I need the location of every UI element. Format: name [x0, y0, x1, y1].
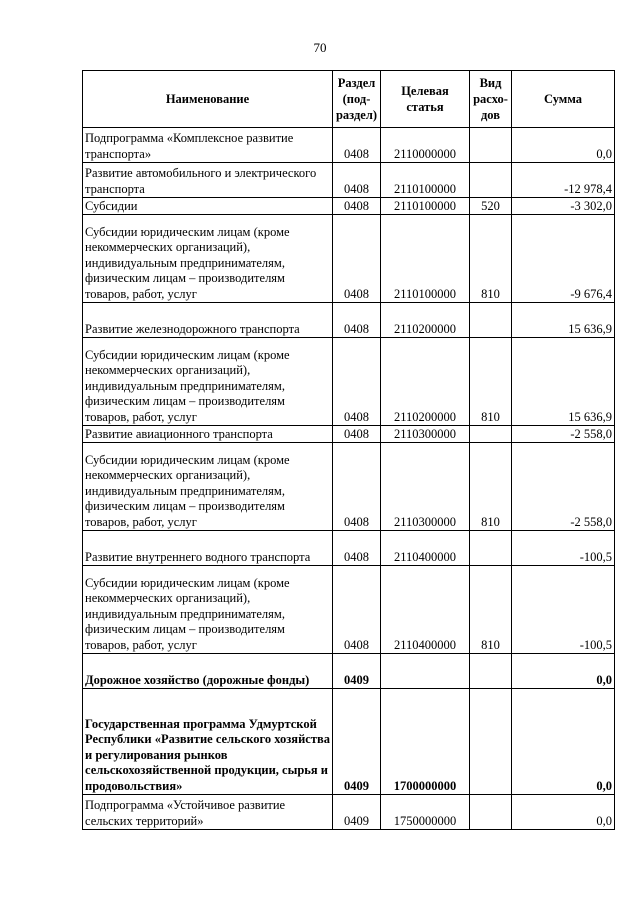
row-target-cell: 2110300000 — [381, 443, 470, 531]
table-row — [83, 443, 615, 531]
table-row — [83, 198, 615, 215]
row-section-cell: 0408 — [333, 338, 381, 426]
row-expense-type-cell — [470, 689, 512, 795]
row-section-cell: 0408 — [333, 531, 381, 566]
table-row — [83, 795, 615, 830]
row-section-cell: 0408 — [333, 163, 381, 198]
row-amount-cell: 15 636,9 — [512, 338, 615, 426]
row-amount-cell: -9 676,4 — [512, 215, 615, 303]
row-name-cell: Дорожное хозяйство (дорожные фонды) — [83, 654, 333, 689]
row-expense-type-cell — [470, 303, 512, 338]
row-section-cell: 0409 — [333, 654, 381, 689]
row-expense-type-cell — [470, 426, 512, 443]
table-row — [83, 426, 615, 443]
row-target-cell: 2110400000 — [381, 566, 470, 654]
row-name-cell: Субсидии юридическим лицам (кроме некоммерческих организаций), индивидуальным предпринимателям, физическим лицам – производителям товаров, работ, услуг — [83, 338, 333, 426]
header-target: Целевая статья — [381, 71, 470, 128]
row-name-cell: Субсидии юридическим лицам (кроме некоммерческих организаций), индивидуальным предпринимателям, физическим лицам – производителям товаров, работ, услуг — [83, 215, 333, 303]
row-amount-cell: -100,5 — [512, 566, 615, 654]
row-expense-type-cell: 520 — [470, 198, 512, 215]
row-expense-type-cell: 810 — [470, 443, 512, 531]
row-target-cell: 2110300000 — [381, 426, 470, 443]
table-row — [83, 689, 615, 795]
row-target-cell: 2110200000 — [381, 338, 470, 426]
row-section-cell: 0408 — [333, 215, 381, 303]
header-section: Раздел (под-раздел) — [333, 71, 381, 128]
row-expense-type-cell — [470, 128, 512, 163]
row-section-cell: 0408 — [333, 566, 381, 654]
row-amount-cell: -3 302,0 — [512, 198, 615, 215]
row-section-cell: 0408 — [333, 303, 381, 338]
row-target-cell: 2110200000 — [381, 303, 470, 338]
row-section-cell: 0408 — [333, 443, 381, 531]
row-name-cell: Субсидии — [83, 198, 333, 215]
row-section-cell: 0409 — [333, 795, 381, 830]
row-name-cell: Государственная программа Удмуртской Республики «Развитие сельского хозяйства и регулирования рынков сельскохозяйственной продукции, сырья и продовольствия» — [83, 689, 333, 795]
row-expense-type-cell — [470, 531, 512, 566]
row-amount-cell: -100,5 — [512, 531, 615, 566]
row-name-cell: Развитие внутреннего водного транспорта — [83, 531, 333, 566]
row-target-cell: 1700000000 — [381, 689, 470, 795]
row-name-cell: Субсидии юридическим лицам (кроме некоммерческих организаций), индивидуальным предпринимателям, физическим лицам – производителям товаров, работ, услуг — [83, 566, 333, 654]
header-expense-type: Вид расхо-дов — [470, 71, 512, 128]
row-amount-cell: 0,0 — [512, 689, 615, 795]
row-target-cell: 2110400000 — [381, 531, 470, 566]
row-name-cell: Подпрограмма «Комплексное развитие транспорта» — [83, 128, 333, 163]
row-name-cell: Развитие автомобильного и электрического транспорта — [83, 163, 333, 198]
row-name-cell: Развитие авиационного транспорта — [83, 426, 333, 443]
row-section-cell: 0408 — [333, 128, 381, 163]
header-amount: Сумма — [512, 71, 615, 128]
table-row — [83, 303, 615, 338]
row-expense-type-cell: 810 — [470, 215, 512, 303]
row-target-cell: 2110000000 — [381, 128, 470, 163]
row-amount-cell: -2 558,0 — [512, 443, 615, 531]
table-row — [83, 128, 615, 163]
row-amount-cell: -2 558,0 — [512, 426, 615, 443]
row-expense-type-cell: 810 — [470, 338, 512, 426]
table-body — [83, 128, 615, 830]
row-target-cell: 1750000000 — [381, 795, 470, 830]
row-name-cell: Развитие железнодорожного транспорта — [83, 303, 333, 338]
row-expense-type-cell — [470, 654, 512, 689]
row-section-cell: 0409 — [333, 689, 381, 795]
table-row — [83, 566, 615, 654]
row-expense-type-cell — [470, 163, 512, 198]
page-number: 70 — [313, 40, 327, 55]
row-amount-cell: 0,0 — [512, 654, 615, 689]
row-amount-cell: 0,0 — [512, 795, 615, 830]
row-target-cell: 2110100000 — [381, 215, 470, 303]
table-row — [83, 531, 615, 566]
row-name-cell: Подпрограмма «Устойчивое развитие сельских территорий» — [83, 795, 333, 830]
row-name-cell: Субсидии юридическим лицам (кроме некоммерческих организаций), индивидуальным предпринимателям, физическим лицам – производителям товаров, работ, услуг — [83, 443, 333, 531]
row-target-cell: 2110100000 — [381, 163, 470, 198]
row-amount-cell: 15 636,9 — [512, 303, 615, 338]
row-section-cell: 0408 — [333, 426, 381, 443]
table-header-row — [83, 71, 615, 128]
header-name: Наименование — [83, 71, 333, 128]
row-expense-type-cell: 810 — [470, 566, 512, 654]
table-row — [83, 338, 615, 426]
row-section-cell: 0408 — [333, 198, 381, 215]
row-amount-cell: -12 978,4 — [512, 163, 615, 198]
budget-table — [82, 70, 615, 830]
row-amount-cell: 0,0 — [512, 128, 615, 163]
row-target-cell: 2110100000 — [381, 198, 470, 215]
row-target-cell — [381, 654, 470, 689]
table-row — [83, 215, 615, 303]
row-expense-type-cell — [470, 795, 512, 830]
table-row — [83, 654, 615, 689]
table-row — [83, 163, 615, 198]
